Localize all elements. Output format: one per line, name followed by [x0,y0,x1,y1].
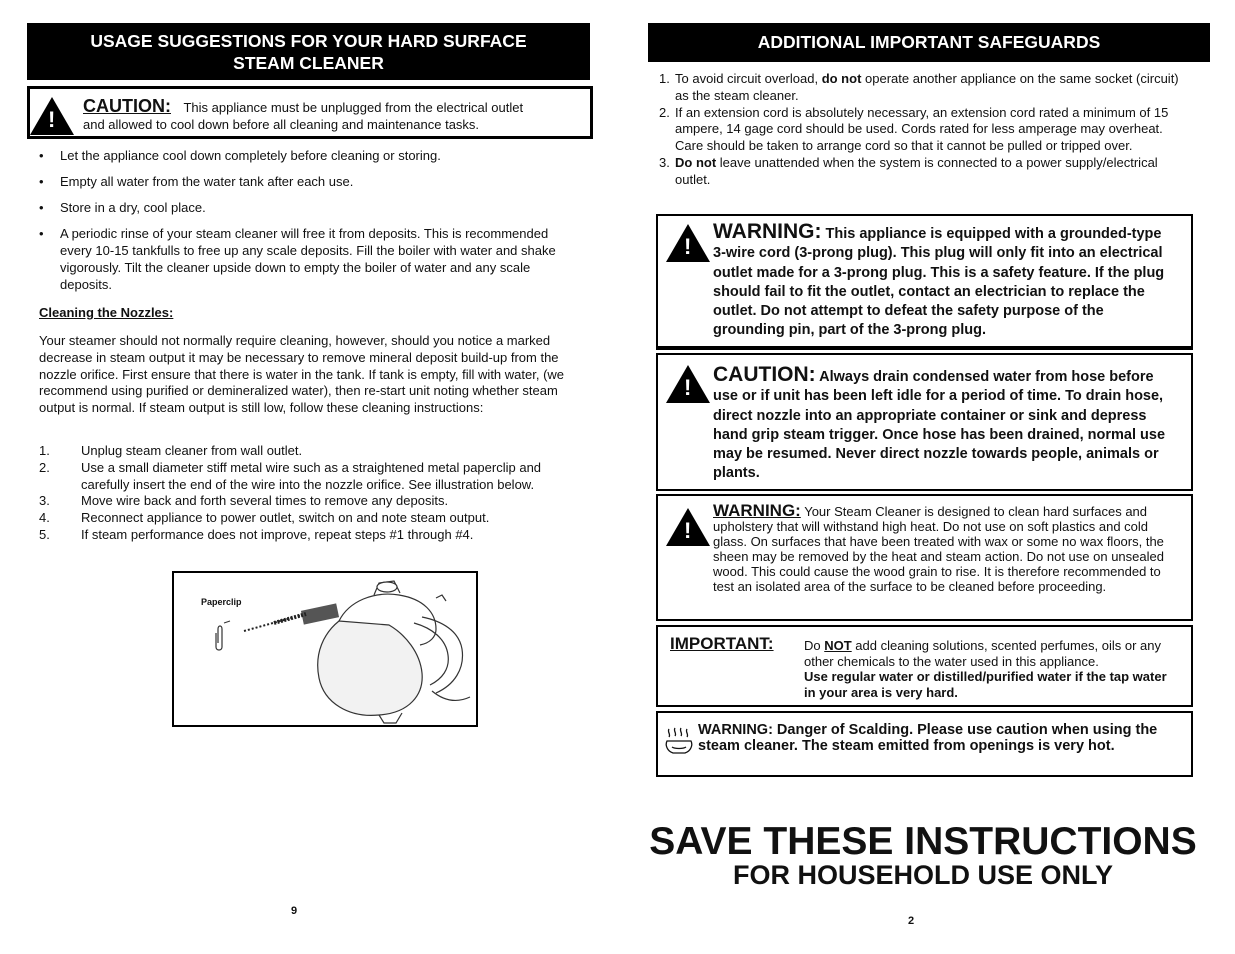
warning-box-surfaces [656,494,1193,621]
safeguard-number: 2. [659,104,670,120]
step-number: 4. [39,510,50,526]
important-box: IMPORTANT: Do NOT add cleaning solutions, scented perfumes, oils or any other chemicals to the water used in this appliance. Use regular water or distilled/purified water if the tap water in your area is very hard. [656,625,1193,707]
warning-label: WARNING: [713,501,801,520]
step-item [39,443,564,460]
caution-label: CAUTION: [713,363,816,386]
care-bullet: • Let the appliance cool down completely before cleaning or storing. [39,147,582,164]
warning-text: This appliance is equipped with a grounded-type 3-wire cord (3-prong plug). This plug will only fit into an electrical outlet made for a 3-prong plug. This is a safety feature. If the plug should fail to fit the outlet, contact an electrician to replace the outlet. Do not attempt to defeat the safety purpose of the grounding pin, part of the 3-prong plug. [713,226,1165,339]
step-text: Reconnect appliance to power outlet, switch on and note steam output. [81,510,490,526]
step-text: If steam performance does not improve, repeat steps #1 through #4. [81,526,474,542]
caution-box-unplug [27,86,593,139]
step-item [39,527,564,544]
safeguard-number: 1. [659,71,670,86]
warning-triangle-icon: ! [666,224,710,262]
care-bullet: • Empty all water from the water tank after each use. [39,173,582,190]
left-page-number: 9 [291,905,298,917]
care-bullet: • A periodic rinse of your steam cleaner will free it from deposits. This is recommended every 10-15 tankfulls to free up any scale deposits. Fill the boiler with water and shake vigorously. Tilt the cleaner upside down to empty the boiler of water and any scale deposits. [39,225,582,293]
step-text: Move wire back and forth several times to remove any deposits. [81,493,449,509]
right-header: ADDITIONAL IMPORTANT SAFEGUARDS [648,23,1210,62]
safeguard-item: 3. Do not leave unattended when the system is connected to a power supply/electrical outlet. [659,154,1158,187]
nozzle-heading: Cleaning the Nozzles: [39,305,174,320]
warning-triangle-icon: ! [666,508,710,546]
warning-triangle-icon: ! [666,365,710,403]
left-header-line1: USAGE SUGGESTIONS FOR YOUR HARD SURFACE [90,30,527,51]
safeguard-number: 3. [659,154,670,170]
step-text: Unplug steam cleaner from wall outlet. [81,443,303,458]
care-bullets [39,147,582,302]
caution-text-1: This appliance must be unplugged from the electrical outlet [183,100,524,115]
steam-cleaner-illustration [172,571,478,727]
paperclip-label: Paperclip [201,597,242,607]
safeguard-item: 1. To avoid circuit overload, do not operate another appliance on the same socket (circuit) as the steam cleaner. [659,71,1179,103]
warning-box-grounded [656,214,1193,350]
step-number: 2. [39,459,50,475]
step-number: 1. [39,443,50,458]
caution-box-drain [656,353,1193,491]
care-bullet: • Store in a dry, cool place. [39,199,582,216]
safeguards-list [657,71,1187,189]
steam-cleaner-drawing [174,573,476,725]
left-header [27,23,590,80]
caution-text: Always drain condensed water from hose before use or if unit has been left idle for a period of time. To drain hose, direct nozzle into an appropriate container or sink and depress hand grip steam trigger. Once hose has been drained, normal use may be resumed. Never direct nozzle towards people, animals or plants. [713,369,1166,482]
step-number: 5. [39,526,50,542]
step-number: 3. [39,493,50,509]
warning-label: WARNING: [713,220,822,243]
caution-text-2: and allowed to cool down before all cleaning and maintenance tasks. [83,117,480,132]
household-use-subtitle: FOR HOUSEHOLD USE ONLY [732,860,1114,890]
safeguard-item: 2. If an extension cord is absolutely necessary, an extension cord rated a minimum of 15 ampere, 14 gage cord should be used. Cords rated for less amperage may overheat. Care should be taken to arrange cord so that it cannot be pulled or tripped over. [659,104,1169,154]
important-not: NOT [824,638,852,653]
step-item [39,510,564,527]
nozzle-paragraph: Your steamer should not normally require cleaning, however, should you notice a marked decrease in steam output it may be necessary to remove mineral deposit build-up from the nozzle orifice. First ensure that there is water in the tank. If tank is empty, fill with water, (we recommend using purified or demineralized water), then re-start unit noting whether steam output is normal. If steam output is still low, follow these cleaning instructions: [39,333,565,416]
step-item [39,460,564,494]
warning-text: Your Steam Cleaner is designed to clean hard surfaces and upholstery that will withstand high heat. Do not use on soft plastics and cold glass. On surfaces that have been treated with wax or some no wax floors, the sheen may be removed by the heat and steam action. Do not use on unsealed wood. This could cause the wood grain to rise. It is therefore recommended to test an isolated area of the surface to be cleaned before proceeding. [713,504,1164,594]
scald-warning-box [656,711,1193,777]
right-page-number: 2 [908,915,915,927]
important-bold-text: Use regular water or distilled/purified water if the tap water in your area is very hard. [804,669,1167,700]
important-label: IMPORTANT: [670,634,774,653]
step-item [39,493,564,510]
left-header-line2: STEAM CLEANER [233,52,384,73]
steam-hand-icon [663,725,695,757]
scald-warning-text: WARNING: Danger of Scalding. Please use caution when using the steam cleaner. The steam emitted from openings is very hot. [698,722,1158,754]
save-instructions-title: SAVE THESE INSTRUCTIONS [649,820,1197,863]
step-text: Use a small diameter stiff metal wire such as a straightened metal paperclip and carefully insert the end of the wire into the nozzle orifice. See illustration below. [81,459,542,492]
nozzle-steps [39,443,564,544]
caution-label: CAUTION: [83,96,171,116]
warning-triangle-icon: ! [30,97,74,135]
